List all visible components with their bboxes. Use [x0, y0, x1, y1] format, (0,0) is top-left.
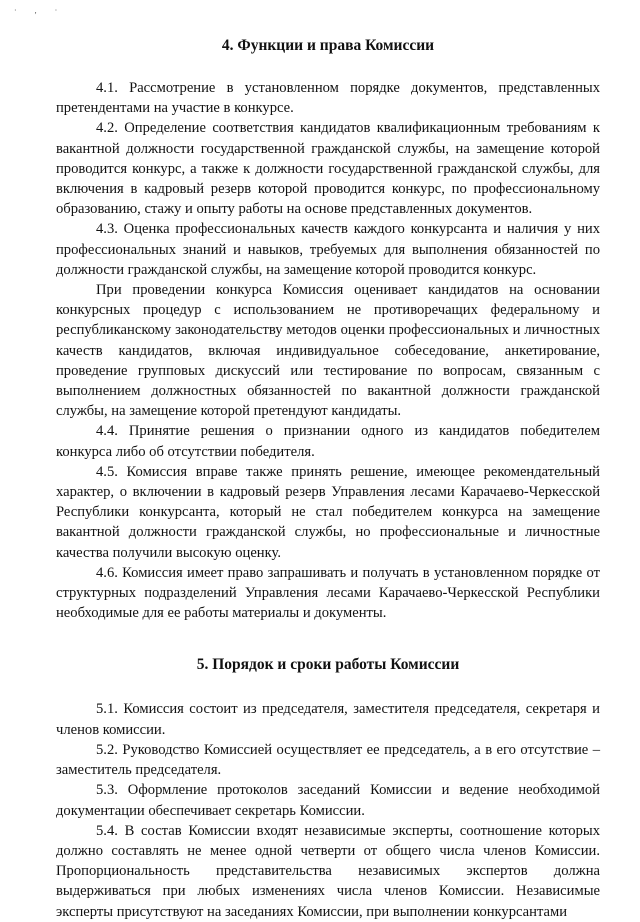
- document-page: [56, 36, 600, 922]
- paragraph-5-3: 5.3. Оформление протоколов заседаний Комиссии и ведение необходимой документации обеспечивает секретарь Комиссии.: [56, 782, 600, 819]
- paragraph-4-3: 4.3. Оценка профессиональных качеств каждого конкурсанта и наличия у них профессиональных знаний и навыков, требуемых для выполнения обязанностей по должности гражданской службы, на замещение которой проводится конкурс.: [56, 221, 600, 278]
- paragraph-4-6: 4.6. Комиссия имеет право запрашивать и получать в установленном порядке от структурных подразделений Управления лесами Карачаево-Черкесской Республики необходимые для ее работы материалы и документы.: [56, 564, 600, 622]
- paragraph-4-5: 4.5. Комиссия вправе также принять решение, имеющее рекомендательный характер, о включении в кадровый резерв Управления лесами Карачаево-Черкесской Республики конкурсанта, который не стал победителем конкурса на замещение вакантной должности гражданской службы, но профессиональные и личностные качества получили высокую оценку.: [56, 463, 600, 561]
- paragraph-4-4: 4.4. Принятие решения о признании одного из кандидатов победителем конкурса либо об отсутствии победителя.: [56, 423, 600, 460]
- paragraph-5-2: 5.2. Руководство Комиссией осуществляет ее председатель, а в его отсутствие – заместитель председателя.: [56, 741, 600, 779]
- paragraph-5-1: 5.1. Комиссия состоит из председателя, заместителя председателя, секретаря и членов комиссии.: [56, 701, 600, 738]
- paragraph-5-4: 5.4. В состав Комиссии входят независимые эксперты, соотношение которых должно составлять не менее одной четверти от общего числа членов Комиссии. Пропорциональность представительства независимых экспертов должна выдерживаться при любых изменениях числа членов Комиссии. Независимые эксперты присутствуют на заседаниях Комиссии, при выполнении конкурсантами: [56, 822, 600, 920]
- scan-specks: ·,·: [14, 6, 76, 15]
- paragraph-4-2: 4.2. Определение соответствия кандидатов квалификационным требованиям к вакантной должности государственной гражданской службы, на замещение которой проводится конкурс, а также к должности государственной гражданской службы, для включения в кадровый резерв которой проводится конкурс, по профессиональному образованию, стажу и опыту работы на основе представленных документов.: [56, 120, 600, 218]
- section-heading-5: 5. Порядок и сроки работы Комиссии: [196, 656, 460, 674]
- paragraph-4-3-evaluation: При проведении конкурса Комиссия оценивает кандидатов на основании конкурсных процедур с использованием не противоречащих федеральному и республиканскому законодательству методов оценки профессиональных и личностных качеств кандидатов, включая индивидуальное собеседование, анкетирование, проведение групповых дискуссий или тестирование по вопросам, связанным с выполнением должностных обязанностей по вакантной должности гражданской службы, на замещение которой претендуют кандидаты.: [56, 282, 600, 420]
- section-heading-4: 4. Функции и права Комиссии: [221, 37, 435, 54]
- paragraph-4-1: 4.1. Рассмотрение в установленном порядке документов, представленных претендентами на участие в конкурсе.: [56, 80, 600, 117]
